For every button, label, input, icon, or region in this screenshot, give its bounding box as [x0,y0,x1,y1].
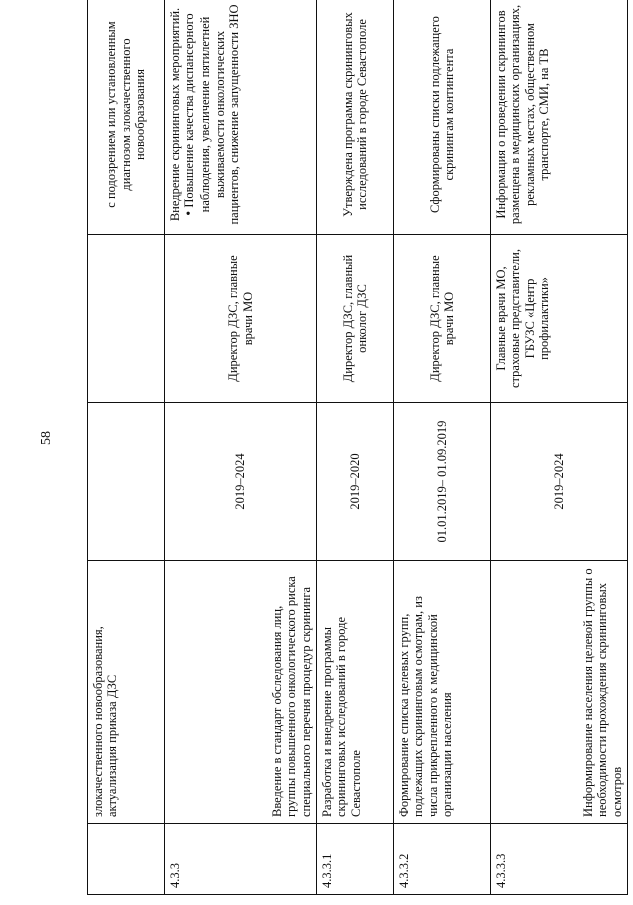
cell-result: Сформированы списки подлежащего скринингам контингента [394,0,491,235]
cell-result: с подозрением или установленным диагнозом злокачественного новообразования [88,0,165,235]
cell-number: 4.3.3.3 [491,824,628,895]
table-row [317,0,394,895]
cell-event: злокачественного новообразования, актуализация приказа ДЗС [88,561,165,824]
page-number: 58 [39,431,54,445]
rotated-page [87,4,624,895]
cell-responsible: Директор ДЗС, главные врачи МО [165,235,317,403]
cell-responsible: Директор ДЗС, главные врачи МО [394,235,491,403]
cell-number [88,824,165,895]
result-text: Повышение качества диспансерного наблюдения, увеличение пятилетней выживаемости онкологических пациентов, снижение запущенности ЗНО [182,4,242,225]
result-line: Внедрение скрининговых мероприятий. [168,7,182,222]
table-row [491,0,628,895]
table-row [88,0,165,895]
cell-responsible [88,235,165,403]
cell-number: 4.3.3 [165,824,317,895]
cell-event: Формирование списка целевых групп, подлежащих скрининговым осмотрам, из числа прикрепленного к медицинской организации населения [394,561,491,824]
table-row [394,0,491,895]
cell-period: 01.01.2019– 01.09.2019 [394,403,491,561]
cell-result [165,0,317,235]
cell-period [88,403,165,561]
cell-event: Разработка и внедрение программы скрининговых исследований в городе Севастополе [317,561,394,824]
cell-responsible: Главные врачи МО, страховые представители, ГБУЗС «Центр профилактики» [491,235,628,403]
cell-period: 2019–2024 [165,403,317,561]
plan-table [87,0,628,895]
result-line [182,1,241,228]
cell-result: Утверждена программа скрининговых исследований в городе Севастополе [317,0,394,235]
cell-period: 2019–2020 [317,403,394,561]
cell-period: 2019–2024 [491,403,628,561]
cell-number: 4.3.3.2 [394,824,491,895]
cell-event: Введение в стандарт обследования лиц, группы повышенного онкологического риска специального перечня процедур скрининга [165,561,317,824]
cell-event: Информирование населения целевой группы о необходимости прохождения скрининговых осмотров [491,561,628,824]
cell-number: 4.3.3.1 [317,824,394,895]
cell-result: Информация о проведении скринингов размещена в медицинских организациях, рекламных местах, общественном транспорте, СМИ, на ТВ [491,0,628,235]
cell-responsible: Директор ДЗС, главный онколог ДЗС [317,235,394,403]
table-row [165,0,317,895]
bullet-icon: • [182,210,198,216]
